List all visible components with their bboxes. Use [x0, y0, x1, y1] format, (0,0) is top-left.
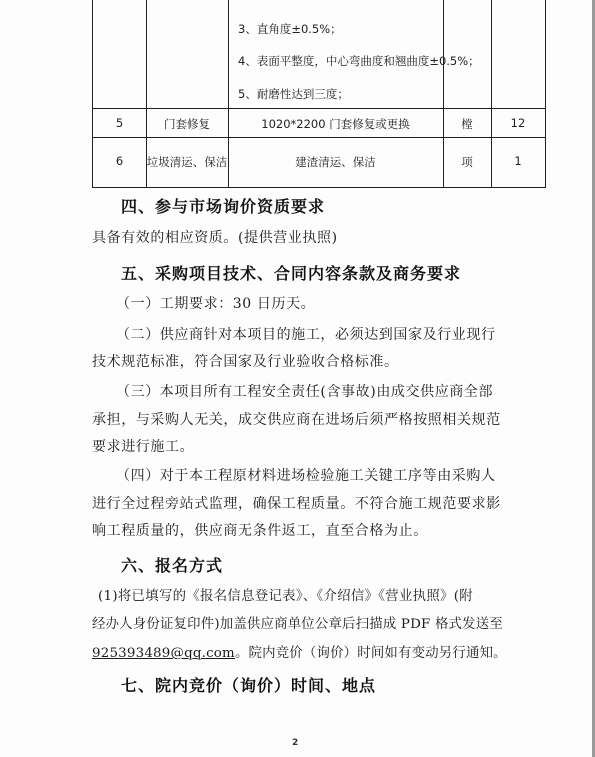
- row-unit: 项: [461, 155, 473, 169]
- row-quantity: 12: [510, 116, 526, 130]
- table-row-divider: [93, 137, 545, 138]
- paragraph-line: 技术规范标准，符合国家及行业验收合格标准。: [92, 354, 399, 370]
- paragraph-line: 进行全过程旁站式监理，确保工程质量。不符合施工规范要求影: [92, 496, 501, 512]
- paragraph-line: （三）本项目所有工程安全责任(含事故)由成交供应商全部: [116, 384, 494, 400]
- paragraph-text: 。院内竞价（询价）时间如有变动另行通知。: [234, 646, 507, 661]
- row-item: 门套修复: [164, 117, 210, 131]
- spec-line: 3、直角度±0.5%；: [238, 22, 342, 36]
- row-description: 1020*2200 门套修复或更换: [261, 117, 410, 131]
- row-unit: 樘: [461, 117, 473, 131]
- table-row-divider: [93, 108, 545, 109]
- paragraph-line: [92, 642, 507, 661]
- paragraph-line: (1)将已填写的《报名信息登记表》、《介绍信》《营业执照》(附: [98, 589, 473, 604]
- page-number: 2: [292, 738, 299, 748]
- email-link[interactable]: 925393489@qq.com: [92, 646, 235, 661]
- row-item: 垃圾清运、保洁: [146, 155, 228, 169]
- spec-line: 4、表面平整度，中心弯曲度和翘曲度±0.5%；: [238, 54, 480, 68]
- spec-line: 5、耐磨性达到三度；: [238, 87, 349, 101]
- paragraph-line: （一）工期要求：30 日历天。: [116, 296, 316, 312]
- paragraph-line: 要求进行施工。: [92, 439, 195, 455]
- paragraph-line: （二）供应商针对本项目的施工，必须达到国家及行业现行: [116, 327, 496, 343]
- section-heading: 七、院内竞价（询价）时间、地点: [121, 676, 377, 695]
- section-heading: 六、报名方式: [121, 556, 224, 575]
- paragraph-line: （四）对于本工程原材料进场检验施工关键工序等由采购人: [116, 468, 496, 484]
- paragraph-line: 经办人身份证复印件)加盖供应商单位公章后扫描成 PDF 格式发送至: [92, 617, 503, 632]
- row-number: 6: [115, 154, 124, 168]
- paragraph-line: 具备有效的相应资质。(提供营业执照): [92, 230, 338, 246]
- section-heading: 四、参与市场询价资质要求: [121, 197, 326, 216]
- paragraph-line: 响工程质量的，供应商无条件返工，直至合格为止。: [92, 523, 428, 539]
- row-number: 5: [115, 116, 124, 130]
- paragraph-line: 承担，与采购人无关，成交供应商在进场后须严格按照相关规范: [92, 412, 501, 428]
- requirements-table: [92, 0, 546, 188]
- row-description: 建渣清运、保洁: [295, 155, 376, 169]
- section-heading: 五、采购项目技术、合同内容条款及商务要求: [121, 264, 462, 283]
- row-quantity: 1: [514, 154, 522, 168]
